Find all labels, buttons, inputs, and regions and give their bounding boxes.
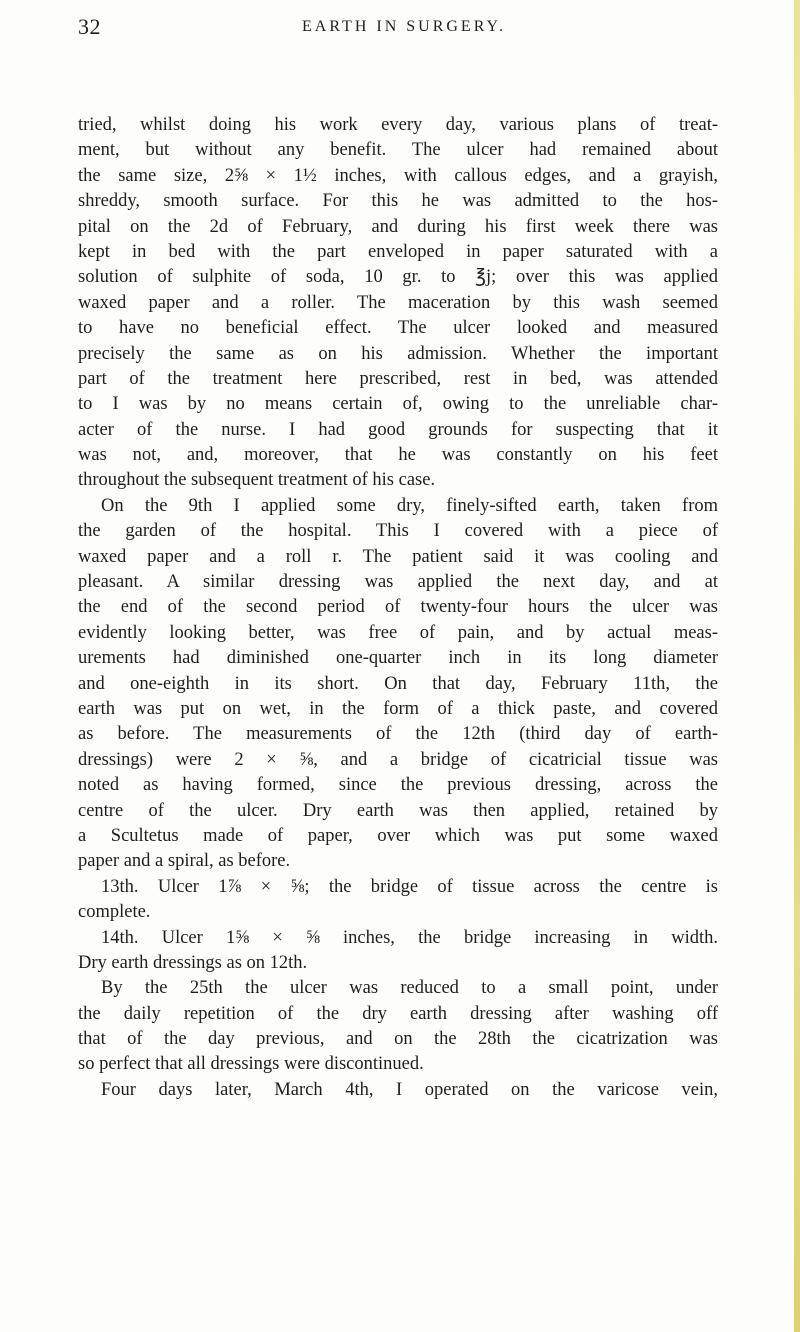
text-line: to have no beneficial effect. The ulcer looked and measured [78,318,718,339]
text-line: noted as having formed, since the previous dressing, across the [78,775,718,796]
text-line: tried, whilst doing his work every day, various plans of treat- [78,115,718,135]
text-line: 14th. Ulcer 1⅝ × ⅝ inches, the bridge increasing in width. [101,927,718,948]
text-line: the daily repetition of the dry earth dressing after washing off [78,1003,718,1024]
text-line: shreddy, smooth surface. For this he was admitted to the hos- [78,191,718,212]
page-number: 32 [78,14,101,39]
text-line: and one-eighth in its short. On that day, February 11th, the [78,673,718,694]
text-line: the end of the second period of twenty-four hours the ulcer was [78,597,718,618]
text-line: Four days later, March 4th, I operated on the varicose vein, [101,1079,718,1100]
text-line: the same size, 2⅝ × 1½ inches, with callous edges, and a grayish, [78,165,718,186]
text-line: as before. The measurements of the 12th (third day of earth- [78,724,718,745]
page-header [78,14,718,44]
page-edge [794,0,800,1332]
text-line: so perfect that all dressings were discontinued. [78,1054,424,1075]
text-line: was not, and, moreover, that he was constantly on his feet [78,445,718,466]
text-line: solution of sulphite of soda, 10 gr. to ℥j; over this was applied [78,267,718,288]
text-line: paper and a spiral, as before. [78,851,291,872]
text-line: complete. [78,902,151,923]
text-line: evidently looking better, was free of pain, and by actual meas- [78,622,718,643]
text-line: 13th. Ulcer 1⅞ × ⅝; the bridge of tissue across the centre is [101,876,718,897]
running-head: EARTH IN SURGERY. [302,18,506,35]
text-line: waxed paper and a roller. The maceration by this wash seemed [78,292,718,313]
body-text [78,113,718,1103]
text-line: part of the treatment here prescribed, rest in bed, was attended [78,368,718,389]
text-line: Dry earth dressings as on 12th. [78,952,308,973]
text-line: a Scultetus made of paper, over which was put some waxed [78,825,718,846]
text-line: to I was by no means certain of, owing to the unreliable char- [78,394,718,415]
text-line: pleasant. A similar dressing was applied the next day, and at [78,572,718,593]
text-line: ment, but without any benefit. The ulcer had remained about [78,140,718,161]
text-line: that of the day previous, and on the 28th the cicatrization was [78,1029,718,1050]
text-line: the garden of the hospital. This I covered with a piece of [78,521,718,542]
text-line: waxed paper and a roll r. The patient said it was cooling and [78,546,718,567]
text-line: earth was put on wet, in the form of a thick paste, and covered [78,698,718,719]
text-line: On the 9th I applied some dry, finely-sifted earth, taken from [101,495,718,516]
text-line: centre of the ulcer. Dry earth was then applied, retained by [78,800,718,821]
text-line: precisely the same as on his admission. Whether the important [78,343,718,364]
text-line: kept in bed with the part enveloped in paper saturated with a [78,241,718,262]
text-line: dressings) were 2 × ⅝, and a bridge of cicatricial tissue was [78,749,718,770]
text-line: throughout the subsequent treatment of his case. [78,470,436,491]
text-line: acter of the nurse. I had good grounds for suspecting that it [78,419,718,440]
text-line: By the 25th the ulcer was reduced to a small point, under [101,978,718,999]
text-line: urements had diminished one-quarter inch in its long diameter [78,648,718,669]
text-line: pital on the 2d of February, and during his first week there was [78,216,718,237]
